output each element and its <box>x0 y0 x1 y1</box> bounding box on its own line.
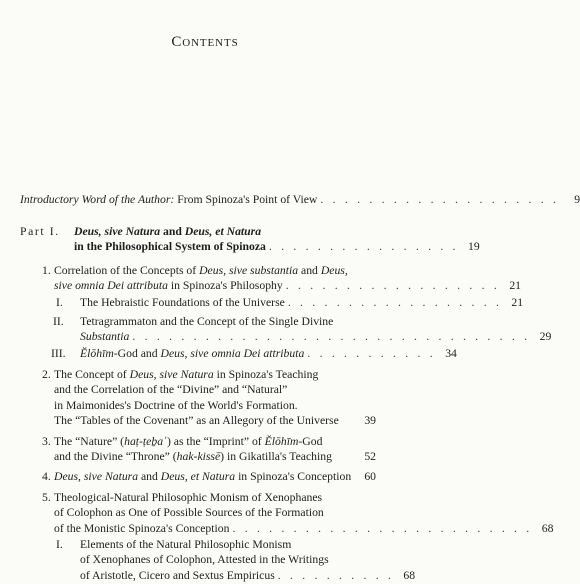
toc-entry-5[interactable]: Theological-Natural Philosophic Monism of Xenophanes of Colophon as One of Possible Sources of the Formation of the Monistic Spinoza's Conception . . . . . . . . . . . . . . . . . . . . . . . . . 68 <box>54 491 554 535</box>
entry-number: II. <box>53 315 64 328</box>
toc-entry-1-II[interactable]: Tetragrammaton and the Concept of the Single Divine Substantia . . . . . . . . . . . . . . . . . . . . . . . . . . . . . . . . . 29 <box>80 315 552 344</box>
entry-number: I. <box>56 296 63 309</box>
entry-number: 4. <box>42 470 51 483</box>
page-number: 68 <box>403 568 416 582</box>
page-title: Contents <box>171 34 239 50</box>
dot-leader: . . . . . . . . . . . . . . . . <box>268 240 459 254</box>
dot-leader: . . . . . . . . . . . . . . . . . . <box>285 279 500 293</box>
page-number: 68 <box>541 521 554 535</box>
intro-label-italic: Introductory Word of the Author: <box>20 193 175 206</box>
toc-entry-1-III[interactable]: Ĕlōhīm-God and Deus, sive omnia Dei attributa . . . . . . . . . . . 34 <box>80 347 457 360</box>
intro-label-rest: From Spinoza's Point of View <box>174 193 318 206</box>
part-label: Part I. <box>20 225 60 238</box>
dot-leader: . . . . . . . . . . . . . . . . . . . . . . . . . <box>232 521 533 535</box>
toc-entry-3[interactable]: The “Nature” (haṭ-ṭeḇaʿ) as the “Imprint” of Ĕlōhīm-God and the Divine “Throne” (hak-kissē) in Gikatilla's Teaching 52 <box>54 435 376 464</box>
toc-entry-intro[interactable] <box>20 192 580 207</box>
toc-entry-4[interactable]: Deus, sive Natura and Deus, et Natura in Spinoza's Conception 60 <box>54 470 376 483</box>
page-number: 60 <box>364 470 376 483</box>
toc-entry-2[interactable]: The Concept of Deus, sive Natura in Spinoza's Teaching and the Correlation of the “Divine” and “Natural” in Maimonides's Doctrine of the World's Formation. The “Tables of the Covenant” as an Allegory of the Universe 39 <box>54 368 376 428</box>
dot-leader: . . . . . . . . . . . . . . . . . . . . <box>320 193 560 206</box>
page-number: 52 <box>364 450 376 464</box>
page-number: 21 <box>511 296 524 309</box>
entry-number: 5. <box>42 491 51 504</box>
entry-number: 1. <box>42 264 51 277</box>
dot-leader: . . . . . . . . . . <box>277 568 395 582</box>
dot-leader: . . . . . . . . . . . <box>307 347 436 360</box>
dot-leader: . . . . . . . . . . . . . . . . . . . . . . . . . . . . . . . . . <box>132 330 531 344</box>
page-number: 29 <box>539 330 552 344</box>
toc-entry-5-I[interactable]: Elements of the Natural Philosophic Monism of Xenophanes of Colophon, Attested in the Writings of Aristotle, Cicero and Sextus Empiricus . . . . . . . . . . 68 <box>80 538 416 582</box>
page-number: 19 <box>468 240 480 254</box>
page-number: 39 <box>364 414 376 428</box>
toc-entry-1[interactable]: Correlation of the Concepts of Deus, sive substantia and Deus, sive omnia Dei attributa in Spinoza's Philosophy . . . . . . . . . . . . . . . . . . 21 <box>54 264 521 293</box>
toc-entry-part-1[interactable]: Deus, sive Natura and Deus, et Natura in the Philosophical System of Spinoza . . . . . . . . . . . . . . . . 19 <box>74 225 480 254</box>
part1-deus-et-natura: Deus, et Natura <box>184 225 262 238</box>
entry-number: III. <box>51 347 66 360</box>
page-number: 21 <box>509 279 521 293</box>
toc-entry-1-I[interactable]: The Hebraistic Foundations of the Universe . . . . . . . . . . . . . . . . . . 21 <box>80 296 524 309</box>
entry-number: I. <box>56 538 63 551</box>
part1-line2: in the Philosophical System of Spinoza <box>74 240 266 254</box>
dot-leader: . . . . . . . . . . . . . . . . . . <box>287 296 503 309</box>
page-number: 9 <box>574 193 580 206</box>
entry-number: 3. <box>42 435 51 448</box>
part1-deus-sive-natura: Deus, sive Natura <box>74 225 161 238</box>
entry-number: 2. <box>42 368 51 381</box>
page-number: 34 <box>445 347 457 360</box>
